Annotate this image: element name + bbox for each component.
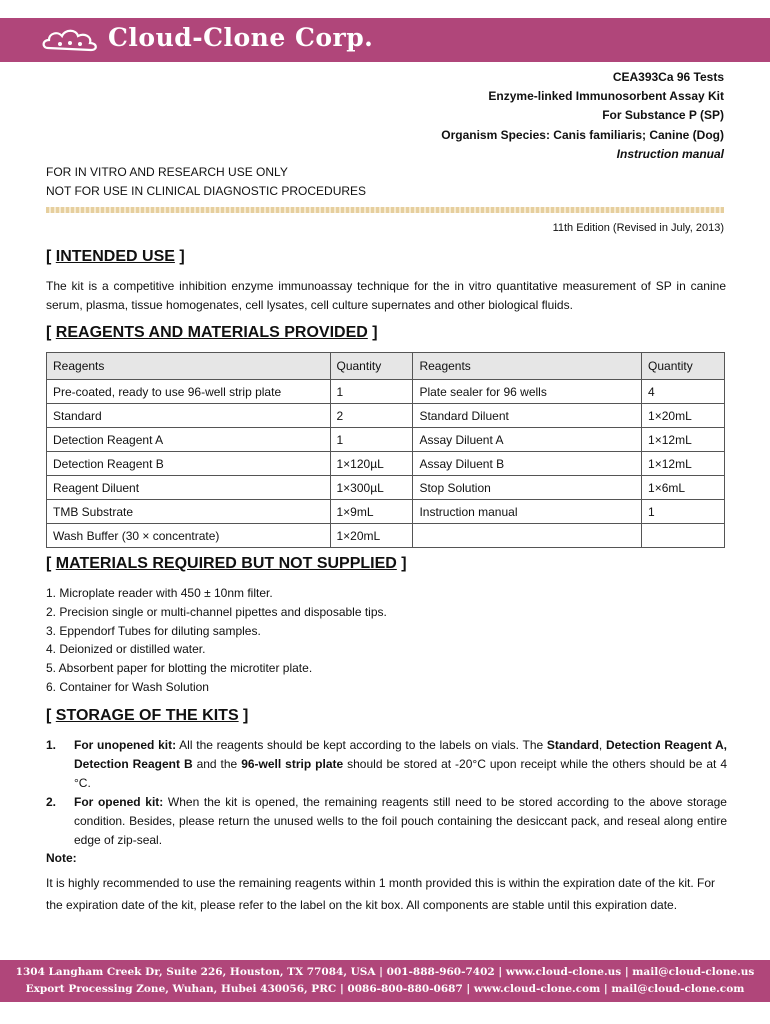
edition-text: 11th Edition (Revised in July, 2013) — [552, 222, 724, 234]
reagents-table — [46, 352, 725, 548]
storage-heading-text: STORAGE OF THE KITS — [55, 707, 239, 724]
list-item: 3. Eppendorf Tubes for diluting samples. — [46, 623, 261, 638]
table-cell: Pre-coated, ready to use 96-well strip plate — [47, 380, 331, 404]
table-cell: Wash Buffer (30 × concentrate) — [47, 524, 331, 548]
kit-name: Enzyme-linked Immunosorbent Assay Kit — [488, 89, 724, 104]
note-text: It is highly recommended to use the remaining reagents within 1 month provided this is within the expiration date of the kit. For the expiration date of the kit, please refer to the label on the kit box. All components are stable until this expiration date. — [46, 876, 716, 912]
table-cell: 1 — [330, 380, 413, 404]
table-cell: 1×12mL — [642, 452, 725, 476]
intended-use-text: The kit is a competitive inhibition enzyme immunoassay technique for the in vitro quantitative measurement of SP in canine serum, plasma, tissue homogenates, cell lysates, cell culture supernates and other biological fluids. — [46, 279, 726, 312]
table-cell: 1 — [642, 500, 725, 524]
table-cell: Instruction manual — [413, 500, 642, 524]
table-row — [47, 380, 725, 404]
bold-run: 96-well strip plate — [241, 757, 344, 771]
species: Organism Species: Canis familiaris; Canine (Dog) — [441, 127, 724, 142]
divider — [46, 207, 724, 213]
storage-heading: [ STORAGE OF THE KITS ] — [46, 707, 249, 724]
table-cell — [642, 524, 725, 548]
table-row — [47, 524, 725, 548]
column-header: Quantity — [330, 353, 413, 380]
table-row — [47, 404, 725, 428]
table-cell: 1×9mL — [330, 500, 413, 524]
list-item: 2. Precision single or multi-channel pipettes and disposable tips. — [46, 604, 387, 619]
table-cell: Detection Reagent A — [47, 428, 331, 452]
storage-item-lead: For unopened kit: — [74, 738, 177, 752]
table-cell: Assay Diluent B — [413, 452, 642, 476]
cloud-logo-icon — [40, 24, 102, 56]
reagents-heading-text: REAGENTS AND MATERIALS PROVIDED — [55, 324, 368, 341]
table-cell: 4 — [642, 380, 725, 404]
table-cell — [413, 524, 642, 548]
list-item: 5. Absorbent paper for blotting the microtiter plate. — [46, 661, 313, 676]
manual-label: Instruction manual — [616, 146, 724, 161]
bold-run: Standard — [546, 738, 599, 752]
table-cell: Assay Diluent A — [413, 428, 642, 452]
intended-use-heading: [ INTENDED USE ] — [46, 248, 185, 265]
table-cell: 1×12mL — [642, 428, 725, 452]
catalog-number: CEA393Ca 96 Tests — [612, 70, 724, 84]
text-run: When the kit is opened, the remaining reagents still need to be stored according to the above storage condition. Besides, please return the unused wells to the foil pouch containing the desiccant pack, and reseal along entire edge of zip-seal. — [74, 795, 727, 847]
table-cell: Standard Diluent — [413, 404, 642, 428]
storage-item-opened — [46, 793, 727, 850]
table-row — [47, 452, 725, 476]
table-row — [47, 500, 725, 524]
table-row — [47, 476, 725, 500]
table-row — [47, 428, 725, 452]
footer-line-1: 1304 Langham Creek Dr, Suite 226, Houston, TX 77084, USA | 001-888-960-7402 | www.cloud-clone.us | mail@cloud-clone.us — [15, 966, 755, 978]
table-cell: Standard — [47, 404, 331, 428]
bold-run: Detection Reagent A, Detection Reagent B — [74, 738, 728, 771]
table-cell: Plate sealer for 96 wells — [413, 380, 642, 404]
use-notice-line-1: FOR IN VITRO AND RESEARCH USE ONLY — [46, 165, 288, 179]
footer-line-2: Export Processing Zone, Wuhan, Hubei 430056, PRC | 0086-800-880-0687 | www.cloud-clone.com | mail@cloud-clone.com — [25, 983, 745, 995]
column-header: Reagents — [413, 353, 642, 380]
table-cell: 1×6mL — [642, 476, 725, 500]
table-cell: Reagent Diluent — [47, 476, 331, 500]
company-name: Cloud-Clone Corp. — [108, 23, 374, 52]
list-number: 2. — [46, 795, 57, 809]
list-item: 1. Microplate reader with 450 ± 10nm filter. — [46, 586, 273, 600]
storage-item-unopened — [46, 736, 727, 793]
footer-bar — [0, 960, 770, 1002]
header-bar — [0, 18, 770, 62]
table-cell: 1×20mL — [330, 524, 413, 548]
table-header-row — [47, 353, 725, 380]
column-header: Reagents — [47, 353, 331, 380]
note-label: Note: — [46, 851, 77, 865]
title-block — [441, 68, 724, 164]
storage-item-text — [74, 793, 727, 850]
text-run: , — [598, 738, 606, 752]
storage-list — [46, 736, 727, 850]
storage-item-text — [74, 736, 727, 793]
list-number: 1. — [46, 738, 57, 752]
text-run: and the — [192, 757, 242, 771]
list-item: 6. Container for Wash Solution — [46, 679, 209, 694]
table-cell: 1 — [330, 428, 413, 452]
materials-required-heading: [ MATERIALS REQUIRED BUT NOT SUPPLIED ] — [46, 555, 407, 572]
table-cell: 1×300µL — [330, 476, 413, 500]
materials-required-heading-text: MATERIALS REQUIRED BUT NOT SUPPLIED — [55, 555, 397, 572]
table-cell: Detection Reagent B — [47, 452, 331, 476]
column-header: Quantity — [642, 353, 725, 380]
list-item: 4. Deionized or distilled water. — [46, 642, 206, 657]
table-cell: 1×120µL — [330, 452, 413, 476]
text-run: All the reagents should be kept according to the labels on vials. The — [176, 738, 547, 752]
table-cell: TMB Substrate — [47, 500, 331, 524]
table-cell: Stop Solution — [413, 476, 642, 500]
storage-item-lead: For opened kit: — [74, 795, 164, 809]
use-notice-line-2: NOT FOR USE IN CLINICAL DIAGNOSTIC PROCEDURES — [46, 184, 367, 198]
table-cell: 1×20mL — [642, 404, 725, 428]
table-cell: 2 — [330, 404, 413, 428]
materials-required-list — [46, 584, 387, 697]
text-run: should be stored at -20°C upon receipt while the others should be at 4 °C. — [74, 757, 727, 790]
use-notice — [46, 163, 366, 201]
reagents-heading: [ REAGENTS AND MATERIALS PROVIDED ] — [46, 324, 378, 341]
target-name: For Substance P (SP) — [602, 108, 724, 123]
intended-use-heading-text: INTENDED USE — [55, 248, 175, 265]
